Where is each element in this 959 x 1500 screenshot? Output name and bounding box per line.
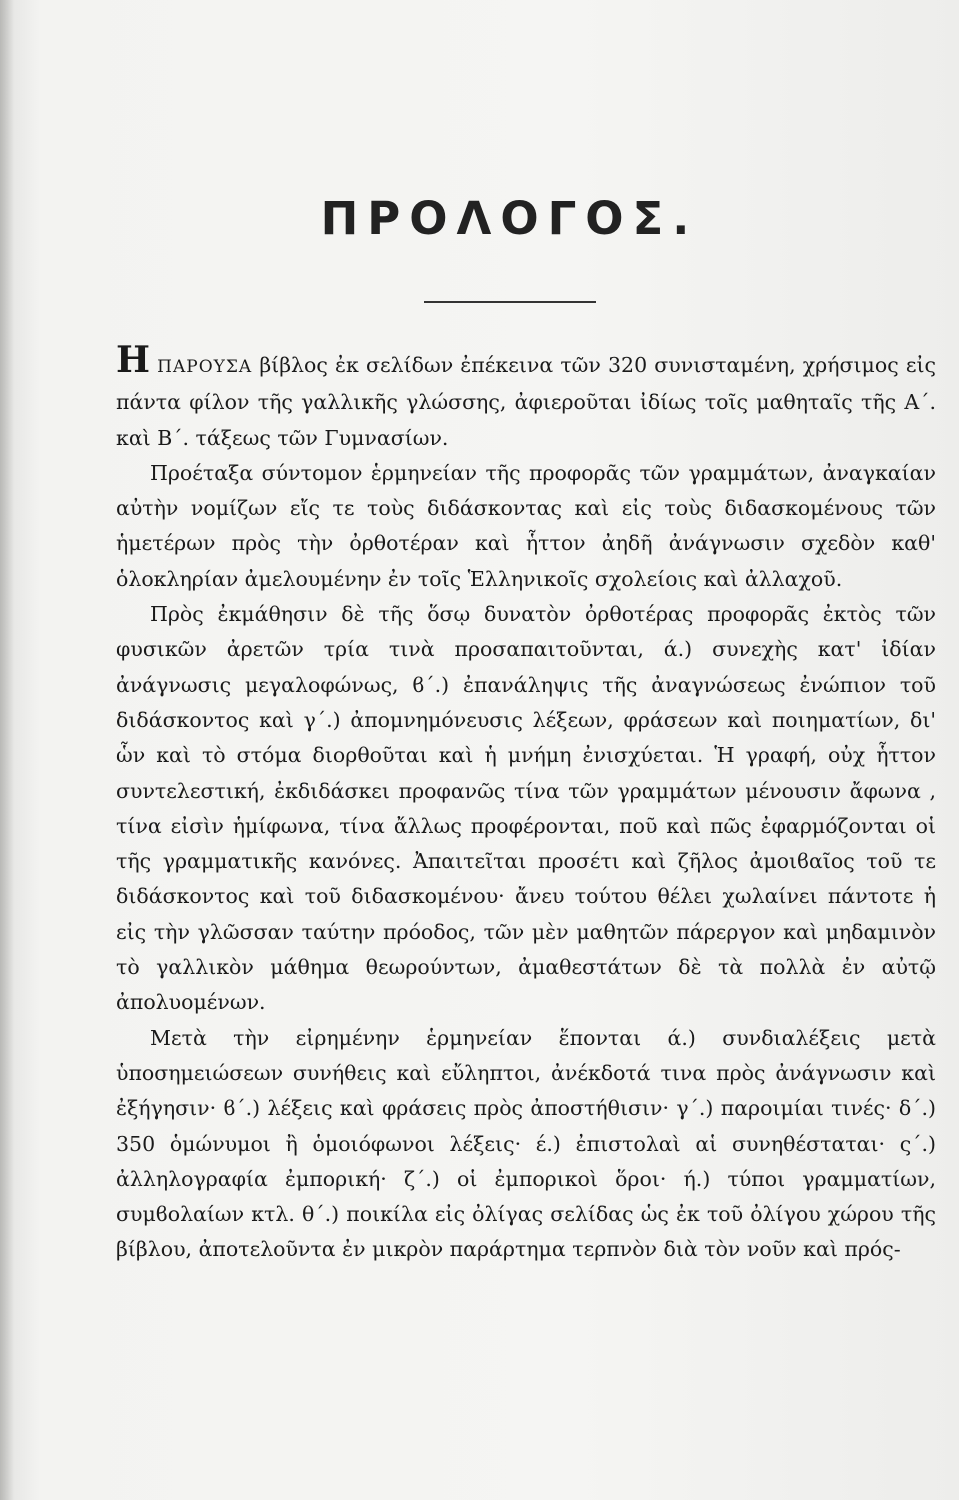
preface-body [116, 339, 936, 1268]
opening-word: ΠΑΡΟΥΣΑ [157, 357, 253, 377]
paragraph-4: Μετὰ τὴν εἰρημένην ἑρμηνείαν ἕπονται ά.) συνδιαλέξεις μετὰ ὑποσημειώσεων συνήθεις καὶ εὔληπτοι, ἀνέκδοτά τινα πρὸς ἀνάγνωσιν καὶ ἐξήγησιν· ϐ΄.) λέξεις καὶ φράσεις πρὸς ἀποστήθισιν· γ΄.) παροιμίαι τινές· δ΄.) 350 ὁμώνυμοι ἢ ὁμοιόφωνοι λέξεις· έ.) ἐπιστολαὶ αἱ συνηθέσταται· ς΄.) ἀλληλογραφία ἐμπορική· ζ΄.) οἱ ἐμπορικοὶ ὅροι· ή.) τύποι γραμματίων, συμϐολαίων κτλ. θ΄.) ποικίλα εἰς ὀλίγας σελίδας ὡς ἐκ τοῦ ὀλίγου χώρου τῆς βίβλου, ἀποτελοῦντα ἐν μικρὸν παράρτημα τερπνὸν διὰ τὸν νοῦν καὶ πρός- [116, 1025, 936, 1262]
drop-cap: Η [116, 339, 151, 381]
binding-shadow [0, 0, 14, 1500]
paragraph-2: Προέταξα σύντομον ἑρμηνείαν τῆς προφορᾶς τῶν γραμμάτων, ἀναγκαίαν αὐτὴν νομίζων εἴς τε τοὺς διδάσκοντας καὶ εἰς τοὺς διδασκομένους τῶν ἡμετέρων πρὸς τὴν ὀρθοτέραν καὶ ἧττον ἀηδῆ ἀνάγνωσιν σχεδὸν καθ' ὁλοκληρίαν ἀμελουμένην ἐν τοῖς Ἑλληνικοῖς σχολείοις καὶ ἀλλαχοῦ. [116, 460, 936, 591]
paragraph-3: Πρὸς ἐκμάθησιν δὲ τῆς ὅσῳ δυνατὸν ὀρθοτέρας προφορᾶς ἐκτὸς τῶν φυσικῶν ἀρετῶν τρία τινὰ προσαπαιτοῦνται, ά.) συνεχὴς κατ' ἰδίαν ἀνάγνωσις μεγαλοφώνως, ϐ΄.) ἐπανάληψις τῆς ἀναγνώσεως ἐνώπιον τοῦ διδάσκοντος καὶ γ΄.) ἀπομνημόνευσις λέξεων, φράσεων καὶ ποιηματίων, δι' ὧν καὶ τὸ στόμα διορθοῦται καὶ ἡ μνήμη ἐνισχύεται. Ἡ γραφή, οὐχ ἧττον συντελεστική, ἐκδιδάσκει προφανῶς τίνα τῶν γραμμάτων μένουσιν ἄφωνα , τίνα εἰσὶν ἡμίφωνα, τίνα ἄλλως προφέρονται, ποῦ καὶ πῶς ἐφαρμόζονται οἱ τῆς γραμματικῆς κανόνες. Ἀπαιτεῖται προσέτι καὶ ζῆλος ἀμοιϐαῖος τοῦ τε διδάσκοντος καὶ τοῦ διδασκομένου· ἄνευ τούτου θέλει χωλαίνει πάντοτε ἡ εἰς τὴν γλῶσσαν ταύτην πρόοδος, τῶν μὲν μαθητῶν πάρεργον καὶ μηδαμινὸν τὸ γαλλικὸν μάθημα θεωρούντων, ἀμαθεστάτων δὲ τὰ πολλὰ ἐν αὐτῷ ἀπολυομένων. [116, 602, 936, 1015]
title-divider [424, 301, 596, 303]
page-title: ΠΡΟΛΟΓΟΣ. [320, 192, 699, 245]
paragraph-1 [116, 339, 936, 456]
paragraph-1-text: βίβλος ἐκ σελίδων ἐπέκεινα τῶν 320 συνισταμένη, χρήσιμος εἰς πάντα φίλον τῆς γαλλικῆς γλώσσης, ἀφιεροῦται ἰδίως τοῖς μαθηταῖς τῆς Α΄. καὶ Β΄. τάξεως τῶν Γυμνασίων. [116, 353, 936, 450]
